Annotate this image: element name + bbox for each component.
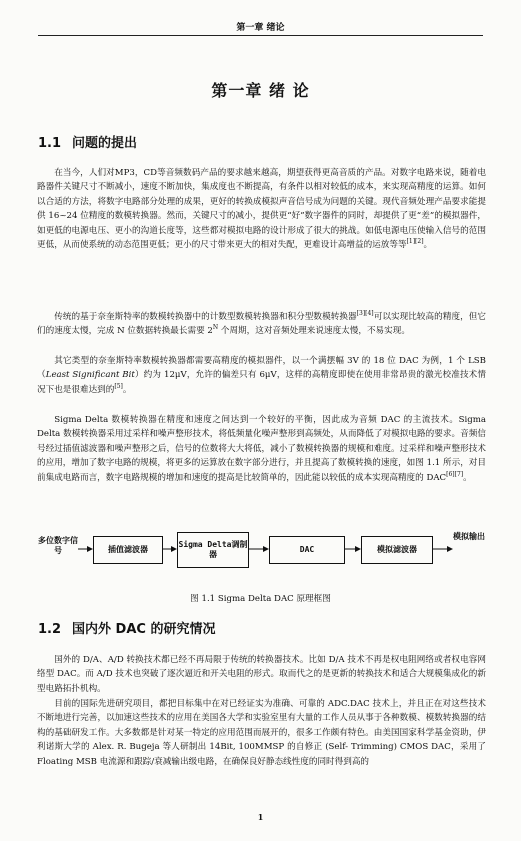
paragraph-text: 个周期，这对音频处理来说速度太慢，不易实现。 [218,326,410,337]
paragraph-1-1-a [37,166,486,252]
citation: [6][7] [446,470,464,478]
paragraph-text: Sigma Delta 数模转换器在精度和速度之间达到一个较好的平衡，因此成为音频 DAC 的主流技术。Sigma Delta 数模转换器采用过采样和噪声整形技术，将低频量化噪声整形到高频处，从而降低了对模拟电路的要求。音频信号经过插值滤波器和噪声整形之后，信号的位数将大大将低，减小了数模转换器的规模和难度。过采样和噪声整形技术的应用，增加了数字电路的规模，将更多的运算放在数字部分进行，并且提高了数模转换的速度，如图 1.1 所示，对目前集成电路而言，数字电路规模的增加和速度的提高是比较简单的，因此能以较低的成本实现高精度的 DAC [37,415,486,483]
sigma-delta-modulator-block: Sigma Delta调制器 [177,532,249,568]
citation: [5] [114,382,123,390]
paragraph-1-2-b [37,697,486,769]
paragraph-text: 目前的国际先进研究项目，都把目标集中在对已经证实为准确、可靠的 ADC.DAC 技术上，并且正在对这些技术不断地进行完善，以加速这些技术的应用在美国各大学和实验室里有大量的工作人员从事于各种数模、模数转换器的结构的基础研发工作。大多数都是针对某一特定的应用范围而展开的，很多工作颇有特色。由美国国家科学基金资助，伊利诺斯大学的 Alex. R. Bugeja 等人研制出 14Bit, 100MMSP 的自修正 (Self- Trimming) CMOS DAC，采用了 Floating MSB 电流源和跟踪/衰减输出级电路，在确保良好静态线性度的同时得到高的 [37,699,486,767]
chapter-title: 第一章 绪 论 [211,81,310,100]
section-number: 1.2 [38,622,62,637]
paragraph-1-1-c [37,354,486,397]
section-title: 国内外 DAC 的研究情况 [72,622,216,637]
dac-block: DAC [269,536,345,564]
page-number: 1 [257,812,264,822]
section-number: 1.1 [38,136,62,151]
block-diagram [38,528,488,578]
paragraph-text: ）约为 12μV，允许的偏差只有 6μV，这样的高精度即使在使用非常昂贵的激光校准技术情况下也是很难达到的 [37,370,486,395]
paragraph-1-1-d [37,413,486,485]
citation: [3][4] [356,310,374,318]
figure-caption: 图 1.1 Sigma Delta DAC 原理框图 [190,594,331,604]
paragraph-text: 在当今，人们对MP3，CD等音频数码产品的要求越来越高，期望获得更高音质的产品。对数字电路来说，随着电路器件关键尺寸不断减小，速度不断加快，集成度也不断提高，有条件以相对较低的成本，来实现高精度的运算。如何以合适的方法，将数字电路部分处理的成果，更好的转换成模拟声音信号成为问题的关键。现代音频处理产品要求能提供 16~24 位精度的数模转换器。然而，关键尺寸的减小，提供更“好”数字器件的同时，却提供了更“差”的模拟器件，如更低的电源电压、更小的沟道长度等，这些都对模拟电路的设计形成了很大的挑战。如低电源电压使输入信号的范围更低，从而使系统的动态范围更低；更小的尺寸带来更大的相对失配，更难设计高增益的运放等等 [37,168,486,251]
paragraph-text: 。 [463,472,472,483]
section-1-2-heading [38,618,215,637]
interpolation-filter-block: 插值滤波器 [93,536,163,564]
paragraph-text: 。 [423,240,433,251]
section-1-1-heading [38,132,137,151]
paragraph-text: 可以实现比较高的精度，但它们的速度太慢，完成 N 位数据转换最长需要 2 [37,312,486,337]
paragraph-1-1-b [37,310,486,339]
paragraph-text: 其它类型的奈奎斯特率数模转换器都需要高精度的模拟器件，以一个满摆幅 3V 的 18 位 DAC 为例，1 个 LSB（ [37,356,486,381]
running-head: 第一章 绪论 [236,23,285,33]
paragraph-text: 传统的基于奈奎斯特率的数模转换器中的计数型数模转换器和积分型数模转换器 [54,312,357,322]
italic-term: Least Significant Bit [45,370,135,381]
analog-filter-block: 模拟滤波器 [361,536,433,564]
header-rule [38,35,483,36]
paragraph-text: 。 [122,384,132,395]
paragraph-1-2-a [37,653,486,696]
citation: [1][2] [406,238,424,246]
input-label: 多位数字信号 [38,536,78,555]
output-label: 模拟输出 [453,532,485,541]
paragraph-text: 国外的 D/A、A/D 转换技术都已经不再局限于传统的转换器技术。比如 D/A 技术不再是权电阻网络或者权电容网络型 DAC。而 A/D 技术也突破了逐次逼近和开关电阻的形式。取而代之的是更新的转换技术和适合大规模集成化的新型电路拓扑机构。 [37,655,486,694]
section-title: 问题的提出 [72,136,138,151]
superscript: N [212,324,219,332]
